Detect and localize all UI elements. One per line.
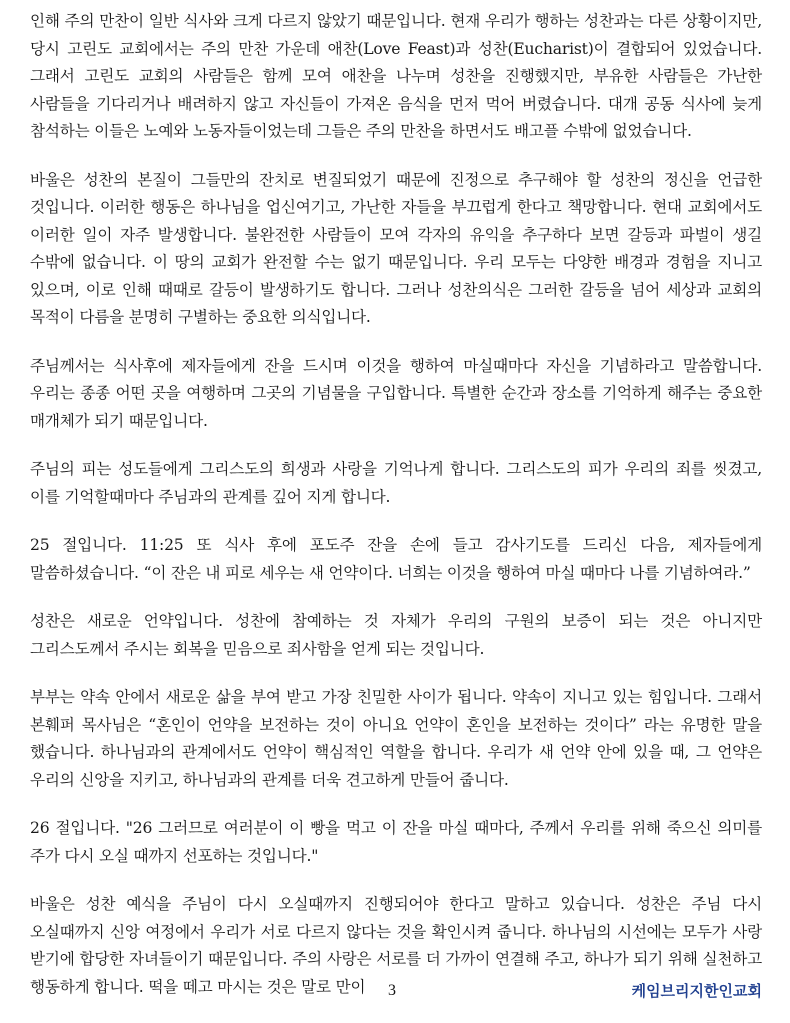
page-number: 3: [388, 982, 396, 999]
paragraph-4: 주님의 피는 성도들에게 그리스도의 희생과 사랑을 기억나게 합니다. 그리스도의 피가 우리의 죄를 씻겼고, 이를 기억할때마다 주님과의 관계를 깊어 지게 합니다.: [30, 460, 762, 506]
paragraph-3: 주님께서는 식사후에 제자들에게 잔을 드시며 이것을 행하여 마실때마다 자신을 기념하라고 말씀합니다. 우리는 종종 어떤 곳을 여행하며 그곳의 기념물을 구입합니다. 특별한 순간과 장소를 기억하게 해주는 중요한 매개체가 되기 때문입니다.: [30, 356, 762, 430]
paragraph-8: 26 절입니다. "26 그러므로 여러분이 이 빵을 먹고 이 잔을 마실 때마다, 주께서 우리를 위해 죽으신 의미를 주가 다시 오실 때까지 선포하는 것입니다.": [30, 819, 762, 865]
paragraph-6: 성찬은 새로운 언약입니다. 성찬에 참예하는 것 자체가 우리의 구원의 보증이 되는 것은 아니지만 그리스도께서 주시는 회복을 믿음으로 죄사함을 얻게 되는 것입니다.: [30, 612, 762, 658]
paragraph-1: 인해 주의 만찬이 일반 식사와 크게 다르지 않았기 때문입니다. 현재 우리가 행하는 성찬과는 다른 상황이지만, 당시 고린도 교회에서는 주의 만찬 가운데 애찬(Love Feast)과 성찬(Eucharist)이 결합되어 있었습니다. 그래서 고린도 교회의 사람들은 함께 모여 애찬을 나누며 성찬을 진행했지만, 부유한 사람들은 가난한 사람들을 기다리거나 배려하지 않고 자신들이 가져온 음식을 먼저 먹어 버렸습니다. 대개 공동 식사에 늦게 참석하는 이들은 노예와 노동자들이었는데 그들은 주의 만찬을 하면서도 배고플 수밖에 없었습니다.: [30, 12, 762, 140]
church-name: 케임브리지한인교회: [631, 982, 762, 1000]
paragraph-7: 부부는 약속 안에서 새로운 삶을 부여 받고 가장 친밀한 사이가 됩니다. 약속이 지니고 있는 힘입니다. 그래서 본훼퍼 목사님은 “혼인이 언약을 보전하는 것이 아니요 언약이 혼인을 보전하는 것이다” 라는 유명한 말을 했습니다. 하나님과의 관계에서도 언약이 핵심적인 역할을 합니다. 우리가 새 언약 안에 있을 때, 그 언약은 우리의 신앙을 지키고, 하나님과의 관계를 더욱 견고하게 만들어 줍니다.: [30, 688, 762, 789]
paragraph-5: 25 절입니다. 11:25 또 식사 후에 포도주 잔을 손에 들고 감사기도를 드리신 다음, 제자들에게 말씀하셨습니다. “이 잔은 내 피로 세우는 새 언약이다. 너희는 이것을 행하여 마실 때마다 나를 기념하여라.”: [30, 536, 762, 582]
paragraph-2: 바울은 성찬의 본질이 그들만의 잔치로 변질되었기 때문에 진정으로 추구해야 할 성찬의 정신을 언급한 것입니다. 이러한 행동은 하나님을 업신여기고, 가난한 자들을 부끄럽게 한다고 책망합니다. 현대 교회에서도 이러한 일이 자주 발생합니다. 불완전한 사람들이 모여 각자의 유익을 추구하다 보면 갈등과 파벌이 생길 수밖에 없습니다. 이 땅의 교회가 완전할 수는 없기 때문입니다. 우리 모두는 다양한 배경과 경험을 지니고 있으며, 이로 인해 때때로 갈등이 발생하기도 합니다. 그러나 성찬의식은 그러한 갈등을 넘어 세상과 교회의 목적이 다름을 분명히 구별하는 중요한 의식입니다.: [30, 170, 762, 326]
document-body: [30, 8, 762, 1022]
paragraph-9: 바울은 성찬 예식을 주님이 다시 오실때까지 진행되어야 한다고 말하고 있습니다. 성찬은 주님 다시 오실때까지 신앙 여정에서 우리가 서로 다르지 않다는 것을 확인시켜 줍니다. 하나님의 시선에는 모두가 사랑 받기에 합당한 자녀들이기 때문입니다. 주의 사랑은 서로를 더 가까이 연결해 주고, 하나가 되기 위해 실천하고 행동하게 합니다. 떡을 떼고 마시는 것은 말로 만이: [30, 895, 762, 996]
